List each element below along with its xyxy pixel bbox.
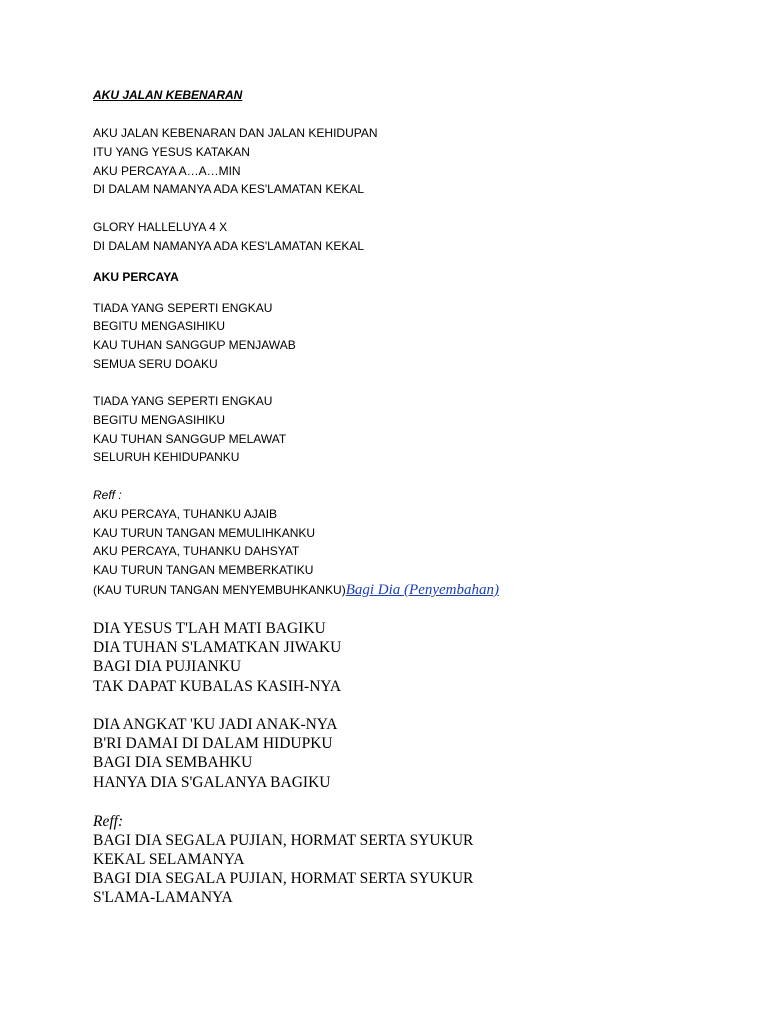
reff-label: Reff : <box>93 488 122 502</box>
lyric-line: HANYA DIA S'GALANYA BAGIKU <box>93 774 331 791</box>
song-title-aku-percaya: AKU PERCAYA <box>93 270 179 284</box>
lyric-line: SEMUA SERU DOAKU <box>93 357 218 371</box>
reff-label: Reff: <box>93 813 124 830</box>
lyric-line: AKU PERCAYA A…A…MIN <box>93 164 241 178</box>
lyric-line: KAU TUHAN SANGGUP MELAWAT <box>93 432 287 446</box>
lyric-line: B'RI DAMAI DI DALAM HIDUPKU <box>93 735 333 752</box>
lyric-line: BEGITU MENGASIHIKU <box>93 319 226 333</box>
lyric-line-with-link <box>93 582 499 598</box>
lyric-line: KAU TUHAN SANGGUP MENJAWAB <box>93 338 296 352</box>
lyric-line: ITU YANG YESUS KATAKAN <box>93 145 250 159</box>
lyric-line: DIA YESUS T'LAH MATI BAGIKU <box>93 620 326 637</box>
lyric-line: KEKAL SELAMANYA <box>93 851 245 868</box>
lyric-line: KAU TURUN TANGAN MEMBERKATIKU <box>93 563 314 577</box>
lyric-line: AKU PERCAYA, TUHANKU AJAIB <box>93 507 278 521</box>
lyric-line: DIA TUHAN S'LAMATKAN JIWAKU <box>93 639 342 656</box>
lyric-line: BAGI DIA SEMBAHKU <box>93 754 253 771</box>
lyric-line: DI DALAM NAMANYA ADA KES'LAMATAN KEKAL <box>93 239 365 253</box>
lyric-line: S'LAMA-LAMANYA <box>93 889 233 906</box>
lyric-line: DIA ANGKAT 'KU JADI ANAK-NYA <box>93 716 338 733</box>
lyric-line: SELURUH KEHIDUPANKU <box>93 450 240 464</box>
lyric-line: BAGI DIA SEGALA PUJIAN, HORMAT SERTA SYUKUR <box>93 870 474 887</box>
lyric-line: DI DALAM NAMANYA ADA KES'LAMATAN KEKAL <box>93 182 365 196</box>
song-link-bagi-dia[interactable]: Bagi Dia (Penyembahan) <box>345 582 499 598</box>
lyric-line: TAK DAPAT KUBALAS KASIH-NYA <box>93 678 342 695</box>
lyric-line: BEGITU MENGASIHIKU <box>93 413 226 427</box>
lyric-line: AKU PERCAYA, TUHANKU DAHSYAT <box>93 544 300 558</box>
lyric-text: (KAU TURUN TANGAN MENYEMBUHKANKU) <box>93 583 346 597</box>
lyric-line: TIADA YANG SEPERTI ENGKAU <box>93 301 273 315</box>
lyric-line: KAU TURUN TANGAN MEMULIHKANKU <box>93 526 316 540</box>
lyric-line: GLORY HALLELUYA 4 X <box>93 220 228 234</box>
lyric-line: BAGI DIA PUJIANKU <box>93 658 242 675</box>
lyric-line: TIADA YANG SEPERTI ENGKAU <box>93 394 273 408</box>
lyric-line: AKU JALAN KEBENARAN DAN JALAN KEHIDUPAN <box>93 126 378 140</box>
song-title-aku-jalan-kebenaran: AKU JALAN KEBENARAN <box>93 88 243 102</box>
lyric-line: BAGI DIA SEGALA PUJIAN, HORMAT SERTA SYUKUR <box>93 832 474 849</box>
